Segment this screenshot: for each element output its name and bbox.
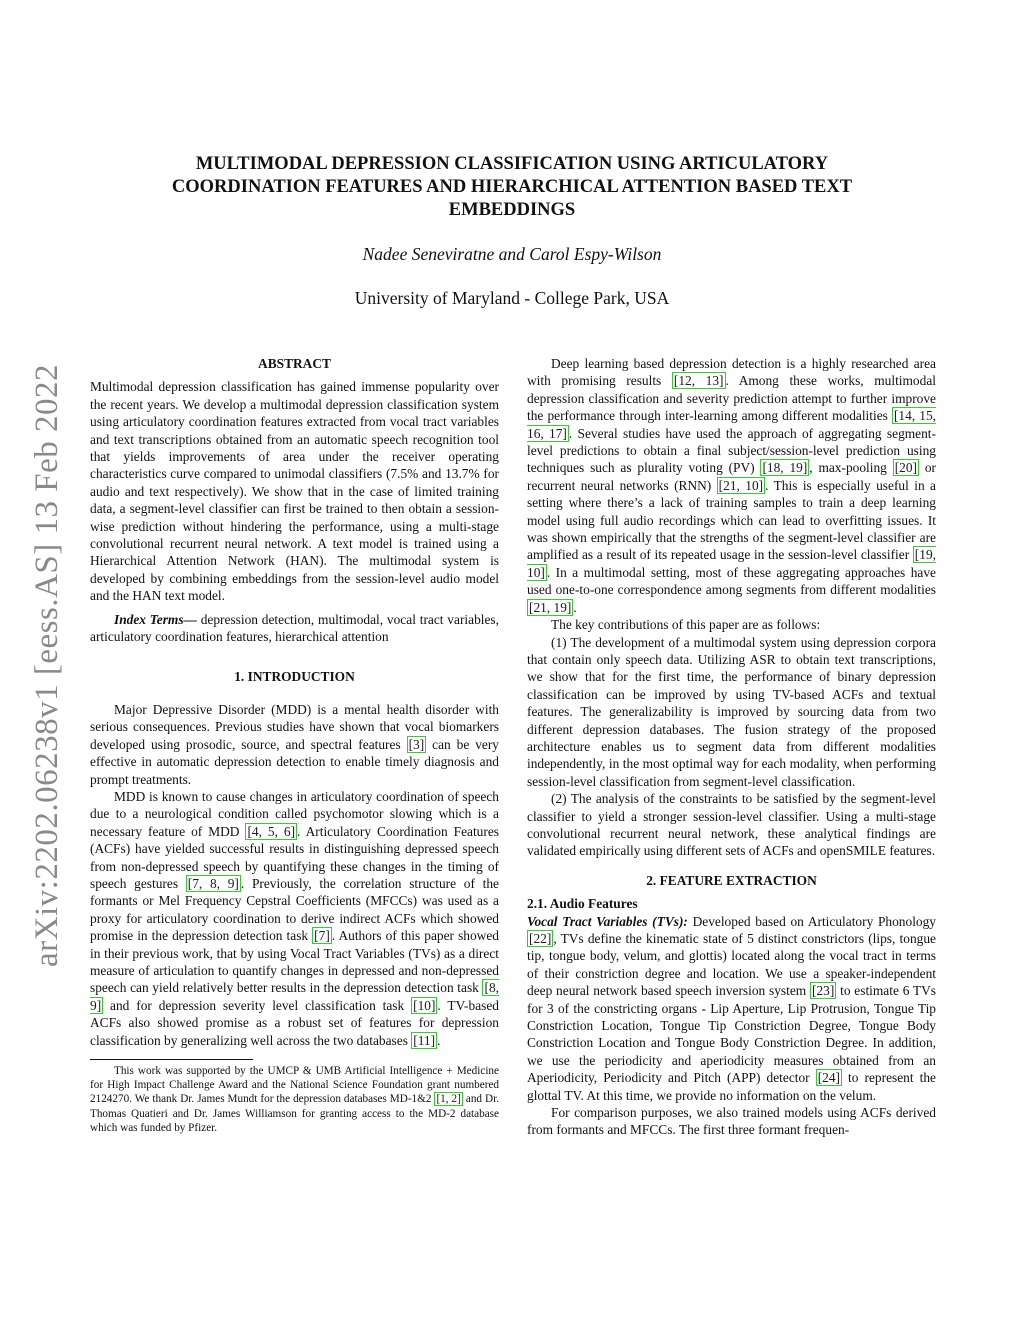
right-paragraph-5: Vocal Tract Variables (TVs): Developed based on Articulatory Phonology [22] , TVs define the kinematic state of 5 distinct constrictors (lips, tongue tip, tongue body, velum, and glottis) located along the vocal tract in terms of their constriction degree and location. We use a speaker-independent deep neural network based speech inversion system [23] to estimate 6 TVs for 3 of the constricting organs - Lip Aperture, Lip Protrusion, Tongue Tip Constriction Location, Tongue Tip Constriction Degree, Tongue Body Constriction Location and Tongue Body Constriction Degree. In addition, we use the periodicity and aperiodicity measures obtained from an Aperiodicity, Periodicity and Pitch (APP) detector [24] to represent the glottal TV. At this time, we provide no information on the velum.	[527, 913, 936, 1103]
intro-paragraph-1: Major Depressive Disorder (MDD) is a mental health disorder with serious consequences. Previous studies have shown that vocal biomarkers developed using prosodic, source, and spectral features [3] can be very effective in automatic depression detection to enable timely diagnosis and prompt treatments.	[90, 701, 499, 787]
right-paragraph-3: (1) The development of a multimodal system using depression corpora that contain only speech data. Utilizing ASR to obtain text transcriptions, we show that for the first time, the performance of binary depression classification can be improved by using TV-based ACFs and textual features. The generalizability is improved by sourcing data from two different depression databases. The fusion strategy of the proposed architecture enables us to segment data from different modalities independently, in the most optimal way for each modality, when performing session-level classification from segment-level classification.	[527, 634, 936, 789]
citation-link[interactable]: [21, 10]	[718, 477, 764, 493]
paper-title	[120, 153, 904, 222]
citation-link[interactable]: [7, 8, 9]	[187, 875, 239, 891]
index-terms-text: depression detection, multimodal, vocal tract variables, articulatory coordination features, hierarchical attention	[90, 611, 499, 645]
intro-paragraph-2: MDD is known to cause changes in articulatory coordination of speech due to a neurological condition called psychomotor slowing which is a necessary feature of MDD [4, 5, 6] . Articulatory Coordination Features (ACFs) have yielded successful results in distinguishing depressed speech from non-depressed speech by quantifying these changes in the timing of speech gestures [7, 8, 9] . Previously, the correlation structure of the formants or Mel Frequency Cepstral Coefficients (MFCCs) was used as a proxy for articulatory coordination to derive indirect ACFs which showed promise in the depression detection task [7] . Authors of this paper showed in their previous work, that by using Vocal Tract Variables (TVs) as a direct measure of articulation to quantify changes in depressed and non-depressed speech can yield relatively better results in the depression detection task [8, 9] and for depression severity level classification task [10] . TV-based ACFs also showed promise as a robust set of features for depression classification by generalizing well across the two databases [11] .	[90, 788, 499, 1048]
audio-features-subheading: 2.1. Audio Features	[527, 896, 638, 912]
citation-link[interactable]: [21, 19]	[529, 599, 572, 615]
left-column	[90, 355, 499, 1135]
citation-link[interactable]: [18, 19]	[762, 460, 808, 476]
citation-link[interactable]: [12, 13]	[673, 373, 724, 389]
intro-heading: 1. INTRODUCTION	[234, 668, 355, 684]
citation-link[interactable]: [3]	[408, 736, 425, 752]
footnote-divider	[90, 1059, 253, 1060]
arxiv-id: arXiv:2202.06238v1 [eess.AS] 13 Feb 2022	[28, 363, 65, 967]
citation-link[interactable]: [19, 10]	[527, 547, 936, 580]
tv-label: Vocal Tract Variables (TVs):	[527, 913, 688, 929]
right-column	[527, 355, 936, 1139]
citation-link[interactable]: [8, 9]	[90, 980, 499, 1013]
citation-link[interactable]: [11]	[413, 1032, 436, 1048]
title-line: EMBEDDINGS	[448, 200, 576, 220]
citation-link[interactable]: [20]	[894, 460, 918, 476]
citation-link[interactable]: [10]	[413, 997, 436, 1013]
citation-link[interactable]: [23]	[812, 983, 835, 999]
citation-link[interactable]: [7]	[314, 928, 330, 944]
citation-link[interactable]: [14, 15, 16, 17]	[527, 408, 936, 441]
footnote: This work was supported by the UMCP & UMB Artificial Intelligence + Medicine for High Impact Challenge Award and the National Science Foundation grant numbered 2124270. We thank Dr. James Mundt for the depression databases MD-1&2 [1, 2] and Dr. Thomas Quatieri and Dr. James Williamson for granting access to the MD-2 database which was funded by Pfizer.	[90, 1065, 500, 1134]
right-paragraph-2: The key contributions of this paper are as follows:	[551, 617, 821, 633]
citation-link[interactable]: [24]	[817, 1070, 840, 1086]
title-line: MULTIMODAL DEPRESSION CLASSIFICATION USING ARTICULATORY	[195, 154, 829, 174]
citation-link[interactable]: [4, 5, 6]	[247, 823, 296, 839]
right-paragraph-4: (2) The analysis of the constraints to be satisfied by the segment-level classifier to yield a stronger session-level classifier. Using a multi-stage convolutional recurrent neural network, these analytical findings are validated empirically using different sets of ACFs and openSMILE features.	[527, 791, 936, 859]
authors: Nadee Seneviratne and Carol Espy-Wilson	[362, 244, 662, 264]
index-terms-label: Index Terms—	[114, 611, 197, 627]
affiliation: University of Maryland - College Park, USA	[354, 288, 670, 308]
arxiv-watermark	[18, 345, 76, 985]
index-terms	[90, 611, 499, 646]
abstract-heading: ABSTRACT	[258, 356, 331, 371]
right-paragraph-6: For comparison purposes, we also trained models using ACFs derived from formants and MFCCs. The first three formant frequen-	[527, 1105, 936, 1138]
title-line: COORDINATION FEATURES AND HIERARCHICAL ATTENTION BASED TEXT	[171, 177, 853, 197]
abstract-text: Multimodal depression classification has gained immense popularity over the recent years. We develop a multimodal depression classification system using articulatory coordination features extracted from vocal tract variables and text transcriptions obtained from an automatic speech recognition tool that yields improvements of area under the receiver operating characteristics curve compared to unimodal classifiers (7.5% and 13.7% for audio and text respectively). We show that in the case of limited training data, a segment-level classifier can first be trained to then obtain a session-wise prediction without hindering the performance, using a multi-stage convolutional recurrent neural network. A text model is trained using a Hierarchical Attention Network (HAN). The multimodal system is developed by combining embeddings from the session-level audio model and the HAN text model.	[90, 379, 499, 604]
citation-link[interactable]: [1, 2]	[436, 1093, 461, 1106]
right-paragraph-1: Deep learning based depression detection is a highly researched area with promising results [12, 13] . Among these works, multimodal depression classification and severity prediction attempt to further improve the performance through inter-learning among different modalities [14, 15, 16, 17] . Several studies have used the approach of aggregating segment-level predictions to obtain a final subject/session-level prediction using techniques such as plurality voting (PV) [18, 19] , max-pooling [20] or recurrent neural networks (RNN) [21, 10] . This is especially useful in a setting where there’s a lack of training samples to train a deep learning model using full audio recordings which can lead to overfitting issues. It was shown empirically that the strengths of the segment-level classifier are amplified as a result of its repeated usage in the session-level classifier [19, 10] . In a multimodal setting, most of these aggregating approaches have used one-to-one correspondence among segments from different modalities [21, 19] .	[527, 356, 936, 615]
feature-extraction-heading: 2. FEATURE EXTRACTION	[646, 872, 817, 888]
citation-link[interactable]: [22]	[529, 931, 552, 946]
